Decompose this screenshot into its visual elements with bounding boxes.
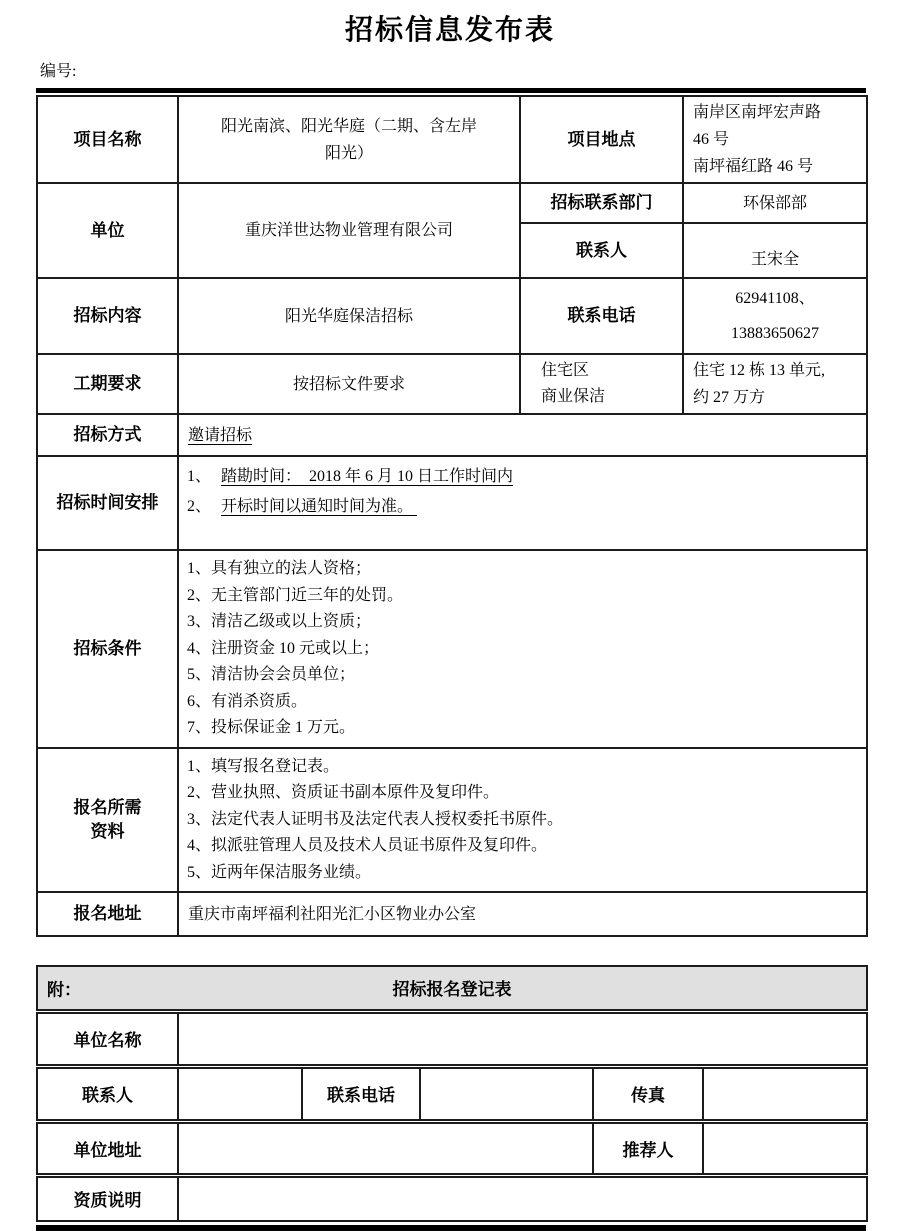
referrer-field xyxy=(703,1121,867,1175)
table-row xyxy=(37,96,867,183)
table-spacer xyxy=(0,937,900,965)
schedule-item: 2、 开标时间以通知时间为准。 xyxy=(187,498,418,515)
project-name-value: 阳光南滨、阳光华庭（二期、含左岸 阳光） xyxy=(178,96,520,183)
tender-method-label: 招标方式 xyxy=(37,414,178,456)
material-item: 4、拟派驻管理人员及技术人员证书原件及复印件。 xyxy=(187,837,548,854)
material-item: 2、营业执照、资质证书副本原件及复印件。 xyxy=(187,784,500,801)
qualification-field xyxy=(178,1175,867,1221)
table-row xyxy=(37,1066,867,1121)
tender-info-table xyxy=(36,95,868,937)
reg-contact-person-field xyxy=(178,1066,302,1121)
project-location-value: 南岸区南坪宏声路 46 号 南坪福红路 46 号 xyxy=(683,96,867,183)
contact-phone-value: 62941108、 13883650627 xyxy=(683,278,867,354)
table-row xyxy=(37,278,867,354)
area-type-label: 住宅区 商业保洁 xyxy=(520,354,683,414)
company-address-label: 单位地址 xyxy=(37,1121,178,1175)
material-item: 1、填写报名登记表。 xyxy=(187,757,340,775)
company-name-field xyxy=(178,1011,867,1066)
table-row xyxy=(37,748,867,893)
address-value: 重庆市南坪福利社阳光汇小区物业办公室 xyxy=(178,892,867,936)
table-row xyxy=(37,1121,867,1175)
table-row xyxy=(37,1175,867,1221)
table-row xyxy=(37,456,867,550)
table-row xyxy=(37,892,867,936)
material-item: 5、近两年保洁服务业绩。 xyxy=(187,863,372,881)
condition-item: 6、有消杀资质。 xyxy=(187,692,308,710)
condition-item: 3、清洁乙级或以上资质； xyxy=(187,613,372,630)
area-scale-value: 住宅 12 栋 13 单元, 约 27 万方 xyxy=(683,354,867,414)
contact-person-label: 联系人 xyxy=(520,223,683,278)
reg-contact-phone-label: 联系电话 xyxy=(302,1066,420,1121)
table-row xyxy=(37,1011,867,1066)
contact-dept-label: 招标联系部门 xyxy=(520,183,683,223)
contact-phone-label: 联系电话 xyxy=(520,278,683,354)
top-thick-divider xyxy=(36,88,866,93)
registration-form-table xyxy=(36,965,868,1222)
table-row xyxy=(37,183,867,223)
contact-dept-value: 环保部部 xyxy=(683,183,867,223)
tender-content-value: 阳光华庭保洁招标 xyxy=(178,278,520,354)
conditions-label: 招标条件 xyxy=(37,550,178,748)
duration-label: 工期要求 xyxy=(37,354,178,414)
reg-contact-phone-field xyxy=(420,1066,593,1121)
schedule-label: 招标时间安排 xyxy=(37,456,178,550)
table-row xyxy=(37,966,867,1011)
project-name-label: 项目名称 xyxy=(37,96,178,183)
company-name-label: 单位名称 xyxy=(37,1011,178,1066)
schedule-item: 1、 踏勘时间： 2018 年 6 月 10 日工作时间内 xyxy=(187,468,514,485)
tender-method-value: 邀请招标 xyxy=(178,414,867,456)
contact-person-value: 王宋全 xyxy=(683,223,867,278)
unit-label: 单位 xyxy=(37,183,178,278)
qualification-label: 资质说明 xyxy=(37,1175,178,1221)
duration-value: 按招标文件要求 xyxy=(178,354,520,414)
fax-label: 传真 xyxy=(593,1066,703,1121)
condition-item: 1、具有独立的法人资格； xyxy=(187,560,372,577)
company-address-field xyxy=(178,1121,593,1175)
attachment-label: 附： xyxy=(47,980,81,1001)
schedule-list xyxy=(178,456,867,550)
fax-field xyxy=(703,1066,867,1121)
table-row xyxy=(37,414,867,456)
referrer-label: 推荐人 xyxy=(593,1121,703,1175)
condition-item: 5、清洁协会会员单位； xyxy=(187,666,356,683)
registration-title: 招标报名登记表 xyxy=(392,980,512,1001)
materials-list xyxy=(178,748,867,893)
bottom-thick-divider xyxy=(36,1225,866,1231)
condition-item: 4、注册资金 10 元或以上； xyxy=(187,639,380,657)
reg-contact-person-label: 联系人 xyxy=(37,1066,178,1121)
material-item: 3、法定代表人证明书及法定代表人授权委托书原件。 xyxy=(187,810,564,828)
condition-item: 7、投标保证金 1 万元。 xyxy=(187,719,356,736)
conditions-list xyxy=(178,550,867,748)
address-label: 报名地址 xyxy=(37,892,178,936)
document-number-label: 编号: xyxy=(40,63,77,80)
table-row xyxy=(37,354,867,414)
unit-value: 重庆洋世达物业管理有限公司 xyxy=(178,183,520,278)
document-title: 招标信息发布表 xyxy=(344,13,555,46)
tender-content-label: 招标内容 xyxy=(37,278,178,354)
registration-header-cell xyxy=(37,966,867,1011)
table-row xyxy=(37,550,867,748)
condition-item: 2、无主管部门近三年的处罚。 xyxy=(187,586,404,604)
materials-label: 报名所需 资料 xyxy=(37,748,178,893)
project-location-label: 项目地点 xyxy=(520,96,683,183)
